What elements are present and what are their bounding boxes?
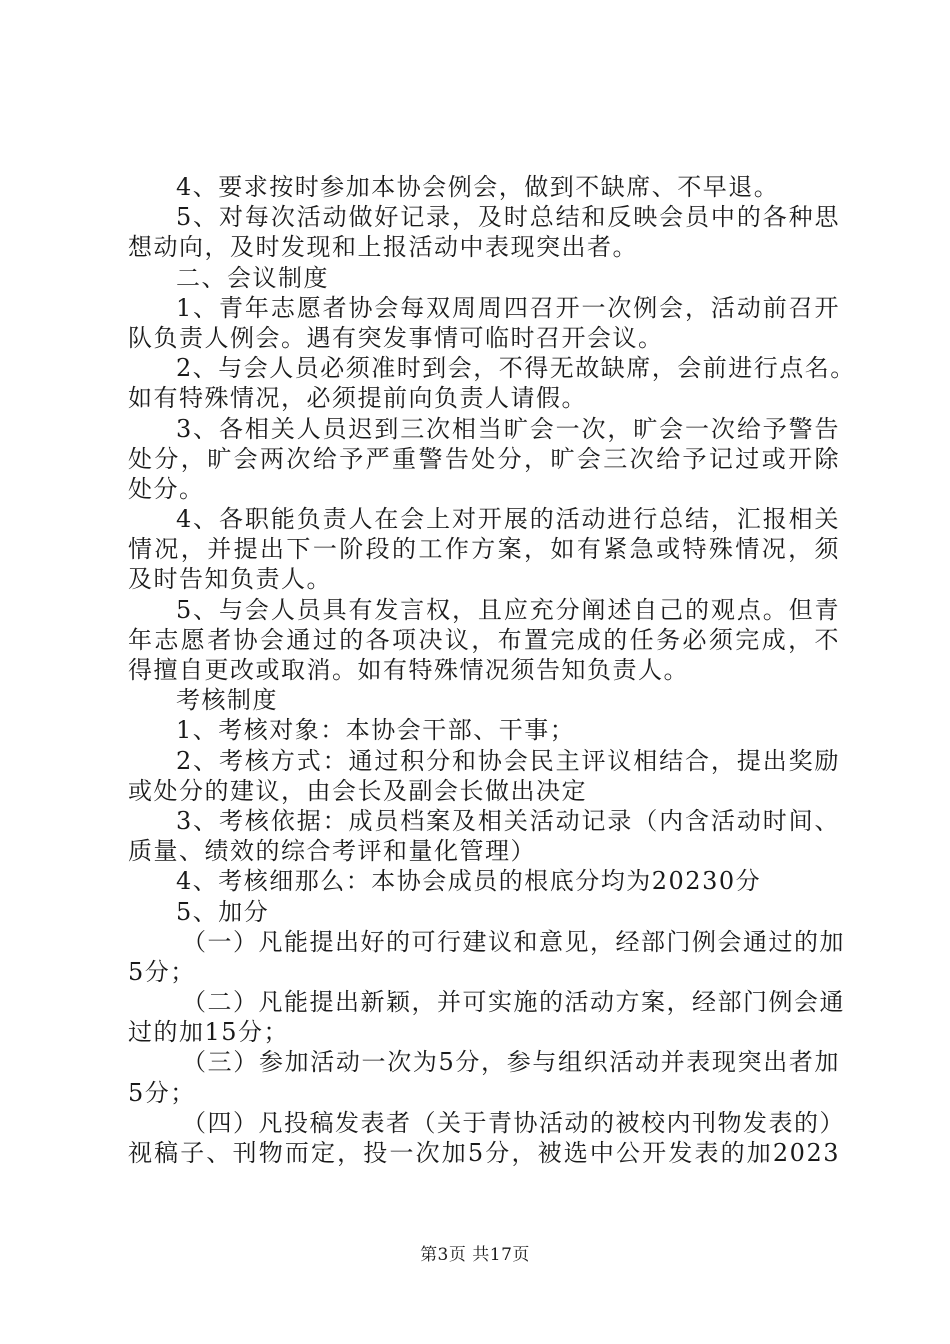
document-body xyxy=(128,172,856,1168)
text-line: 4、各职能负责人在会上对开展的活动进行总结，汇报相关 xyxy=(176,505,840,534)
section-heading: 二、会议制度 xyxy=(176,263,329,292)
text-line: 5、加分 xyxy=(176,897,270,926)
text-line: 5、对每次活动做好记录，及时总结和反映会员中的各种思 xyxy=(176,203,840,232)
text-line: 3、考核依据：成员档案及相关活动记录（内含活动时间、 xyxy=(176,806,840,835)
page-footer: 第3页 共17页 xyxy=(420,1245,530,1265)
text-line: 质量、绩效的综合考评和量化管理） xyxy=(128,837,536,866)
text-line: 队负责人例会。遇有突发事情可临时召开会议。 xyxy=(128,323,664,352)
text-line: 1、青年志愿者协会每双周周四召开一次例会，活动前召开 xyxy=(176,293,840,322)
text-line: 或处分的建议，由会长及副会长做出决定 xyxy=(128,776,587,805)
text-line: 如有特殊情况，必须提前向负责人请假。 xyxy=(128,384,587,413)
text-line: 4、要求按时参加本协会例会，做到不缺席、不早退。 xyxy=(176,173,780,201)
text-line: 视稿子、刊物而定，投一次加5分，被选中公开发表的加2023 xyxy=(128,1139,840,1167)
text-line: 2、与会人员必须准时到会，不得无故缺席，会前进行点名。 xyxy=(176,354,856,383)
text-line: 1、考核对象：本协会干部、干事； xyxy=(176,716,576,745)
text-line: 处分。 xyxy=(128,474,205,503)
text-line: 得擅自更改或取消。如有特殊情况须告知负责人。 xyxy=(128,656,689,684)
text-line: （四）凡投稿发表者（关于青协活动的被校内刊物发表的） xyxy=(182,1108,845,1137)
text-line: 4、考核细那么：本协会成员的根底分均为20230分 xyxy=(176,867,762,896)
text-line: 5、与会人员具有发言权，且应充分阐述自己的观点。但青 xyxy=(176,595,840,624)
text-line: 想动向，及时发现和上报活动中表现突出者。 xyxy=(128,233,638,262)
text-line: 及时告知负责人。 xyxy=(128,565,332,594)
text-line: 年志愿者协会通过的各项决议，布置完成的任务必须完成，不 xyxy=(128,625,840,654)
text-line: 3、各相关人员迟到三次相当旷会一次，旷会一次给予警告 xyxy=(176,414,840,443)
text-line: （二）凡能提出新颖，并可实施的活动方案，经部门例会通 xyxy=(182,988,845,1017)
text-line: 2、考核方式：通过积分和协会民主评议相结合，提出奖励 xyxy=(176,746,840,775)
text-line: （一）凡能提出好的可行建议和意见，经部门例会通过的加 xyxy=(182,927,845,956)
text-line: 处分，旷会两次给予严重警告处分，旷会三次给予记过或开除 xyxy=(128,444,840,473)
text-line: 5分； xyxy=(128,957,196,986)
text-line: （三）参加活动一次为5分，参与组织活动并表现突出者加 xyxy=(182,1048,840,1077)
text-line: 5分； xyxy=(128,1078,196,1107)
text-line: 情况，并提出下一阶段的工作方案，如有紧急或特殊情况，须 xyxy=(128,535,840,564)
section-heading: 考核制度 xyxy=(176,686,278,715)
text-line: 过的加15分； xyxy=(128,1018,290,1047)
